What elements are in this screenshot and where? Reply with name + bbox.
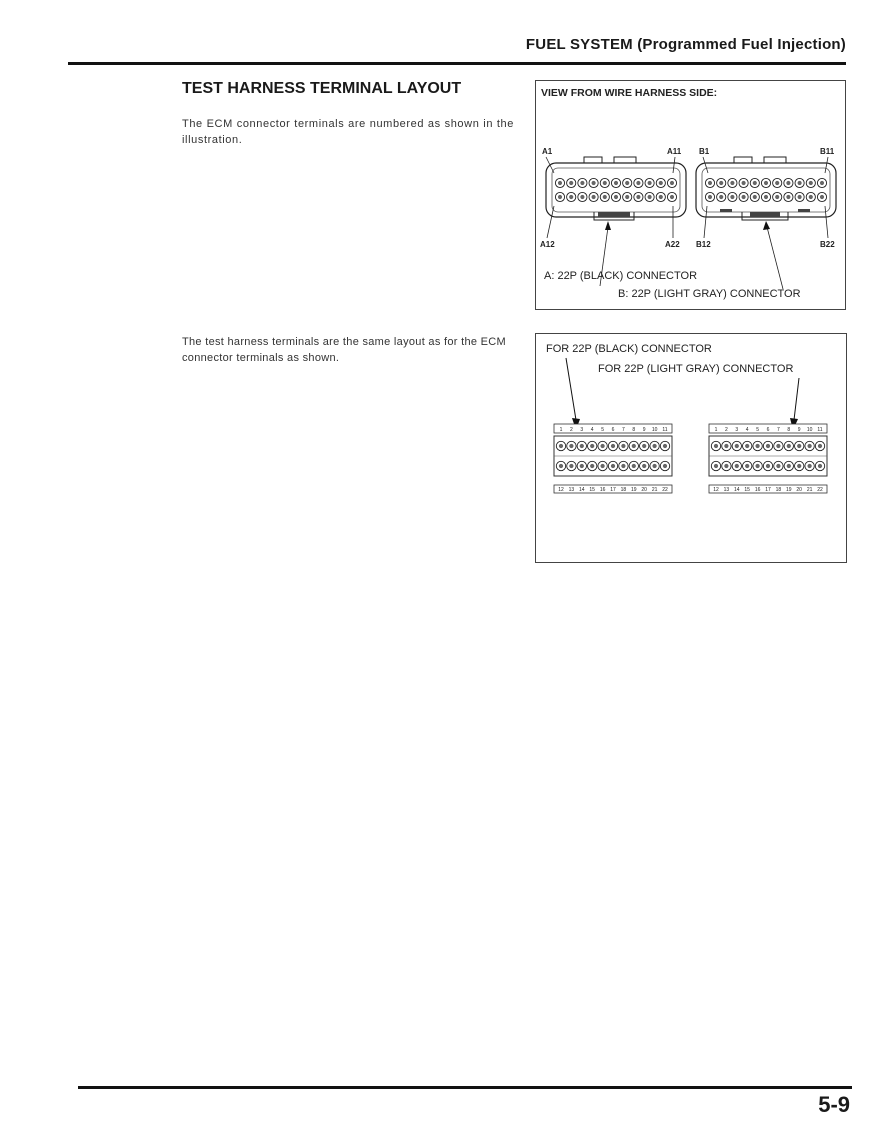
ecm-terminal-contact <box>786 181 790 185</box>
ecm-terminal-contact <box>730 195 734 199</box>
terminal-number: 5 <box>756 427 759 433</box>
terminal-number: 8 <box>632 427 636 433</box>
harness-terminal-contact <box>642 444 646 448</box>
footer-rule <box>78 1086 852 1089</box>
label-b22: B22 <box>820 240 835 249</box>
header-title-main: FUEL SYSTEM <box>525 36 633 53</box>
label-black-connector: FOR 22P (BLACK) CONNECTOR <box>546 343 712 355</box>
ecm-terminal-contact <box>625 195 629 199</box>
ecm-terminal-contact <box>636 181 640 185</box>
terminal-number: 17 <box>765 487 771 493</box>
arrow-a-icon <box>605 221 611 230</box>
harness-terminal-contact <box>807 444 811 448</box>
terminal-number: 18 <box>620 487 627 493</box>
ecm-terminal-contact <box>742 195 746 199</box>
section-heading: TEST HARNESS TERMINAL LAYOUT <box>182 80 462 97</box>
terminal-number: 7 <box>777 427 780 433</box>
harness-terminal-contact <box>632 464 636 468</box>
harness-terminal-contact <box>611 444 615 448</box>
label-a11: A11 <box>667 147 682 156</box>
terminal-number: 13 <box>723 487 730 493</box>
ecm-terminal-contact <box>809 181 813 185</box>
ecm-terminal-contact <box>775 181 779 185</box>
harness-terminal-contact <box>745 464 749 468</box>
ecm-terminal-contact <box>764 195 768 199</box>
terminal-number: 7 <box>622 427 625 433</box>
ecm-terminal-contact <box>659 195 663 199</box>
harness-terminal-contact <box>652 444 656 448</box>
ecm-terminal-contact <box>670 195 674 199</box>
ecm-terminal-contact <box>820 181 824 185</box>
terminal-number: 13 <box>568 487 575 493</box>
terminal-number: 1 <box>714 427 718 433</box>
harness-terminal-contact <box>559 464 563 468</box>
terminal-number: 11 <box>817 427 823 433</box>
ecm-terminal-contact <box>753 181 757 185</box>
ecm-terminal-contact <box>719 181 723 185</box>
terminal-number: 6 <box>766 427 770 433</box>
ecm-terminal-contact <box>558 181 562 185</box>
terminal-number: 4 <box>590 427 594 433</box>
harness-terminal-contact <box>652 464 656 468</box>
terminal-number: 19 <box>631 487 637 493</box>
caption-connector-a: A: 22P (BLACK) CONNECTOR <box>544 270 698 282</box>
test-harness-figure <box>535 333 847 563</box>
view-side-title: VIEW FROM WIRE HARNESS SIDE: <box>541 87 718 99</box>
harness-terminal-contact <box>818 444 822 448</box>
ecm-terminal-contact <box>775 195 779 199</box>
label-b1: B1 <box>699 147 710 156</box>
ecm-terminal-contact <box>614 195 618 199</box>
label-b11: B11 <box>820 147 835 156</box>
ecm-terminal-contact <box>753 195 757 199</box>
harness-terminal-contact <box>724 464 728 468</box>
ecm-terminal-contact <box>708 195 712 199</box>
ecm-terminal-contact <box>603 195 607 199</box>
ecm-terminal-contact <box>569 181 573 185</box>
terminal-number: 20 <box>641 487 647 493</box>
harness-terminal-contact <box>797 444 801 448</box>
terminal-number: 11 <box>662 427 668 433</box>
harness-black <box>554 424 672 493</box>
ecm-connector-diagram <box>536 81 845 309</box>
ecm-terminal-contact <box>809 195 813 199</box>
terminal-number: 15 <box>744 487 750 493</box>
harness-gray <box>709 424 827 493</box>
caption-connector-b: B: 22P (LIGHT GRAY) CONNECTOR <box>618 288 801 300</box>
terminal-number: 22 <box>817 487 823 493</box>
ecm-terminal-contact <box>603 181 607 185</box>
header-rule <box>68 62 846 65</box>
terminal-number: 22 <box>662 487 668 493</box>
ecm-terminal-contact <box>798 195 802 199</box>
harness-terminal-contact <box>600 444 604 448</box>
arrow-b-icon <box>763 221 770 230</box>
terminal-number: 19 <box>786 487 792 493</box>
harness-terminal-contact <box>797 464 801 468</box>
terminal-number: 14 <box>734 487 740 493</box>
harness-terminal-contact <box>787 464 791 468</box>
test-harness-diagram <box>536 334 846 562</box>
ecm-terminal-contact <box>648 195 652 199</box>
harness-terminal-contact <box>580 464 584 468</box>
harness-terminal-contact <box>755 444 759 448</box>
intro-paragraph: The ECM connector terminals are numbered as shown in the illustration. <box>182 118 514 146</box>
harness-terminal-contact <box>632 444 636 448</box>
harness-terminal-contact <box>611 464 615 468</box>
ecm-terminal-contact <box>798 181 802 185</box>
ecm-terminal-contact <box>708 181 712 185</box>
harness-terminal-contact <box>590 444 594 448</box>
ecm-terminal-contact <box>764 181 768 185</box>
terminal-number: 10 <box>651 427 658 433</box>
harness-terminal-contact <box>663 464 667 468</box>
terminal-number: 18 <box>775 487 782 493</box>
harness-terminal-contact <box>569 444 573 448</box>
ecm-terminal-contact <box>719 195 723 199</box>
harness-terminal-contact <box>621 444 625 448</box>
label-a22: A22 <box>665 240 680 249</box>
ecm-terminal-contact <box>742 181 746 185</box>
ecm-terminal-contact <box>730 181 734 185</box>
harness-terminal-contact <box>600 464 604 468</box>
ecm-terminal-contact <box>580 181 584 185</box>
ecm-terminal-contact <box>614 181 618 185</box>
ecm-terminal-contact <box>786 195 790 199</box>
harness-terminal-contact <box>787 444 791 448</box>
ecm-terminal-contact <box>648 181 652 185</box>
harness-terminal-contact <box>621 464 625 468</box>
ecm-terminal-contact <box>592 195 596 199</box>
ecm-terminal-contact <box>558 195 562 199</box>
harness-terminal-contact <box>714 464 718 468</box>
terminal-number: 14 <box>579 487 585 493</box>
terminal-number: 8 <box>787 427 791 433</box>
harness-terminal-contact <box>755 464 759 468</box>
ecm-terminal-contact <box>659 181 663 185</box>
terminal-number: 16 <box>599 487 606 493</box>
harness-terminal-contact <box>724 444 728 448</box>
header-title-subtitle: (Programmed Fuel Injection) <box>637 36 846 53</box>
harness-terminal-contact <box>590 464 594 468</box>
terminal-number: 17 <box>610 487 616 493</box>
terminal-number: 3 <box>580 427 584 433</box>
label-a12: A12 <box>540 240 555 249</box>
ecm-terminal-contact <box>636 195 640 199</box>
ecm-connector-figure <box>535 80 846 310</box>
terminal-number: 15 <box>589 487 595 493</box>
terminal-number: 12 <box>713 487 719 493</box>
terminal-number: 6 <box>611 427 615 433</box>
ecm-terminal-contact <box>592 181 596 185</box>
harness-terminal-contact <box>663 444 667 448</box>
harness-terminal-contact <box>714 444 718 448</box>
terminal-number: 1 <box>559 427 563 433</box>
harness-paragraph: The test harness terminals are the same layout as for the ECM connector terminals as shown. <box>182 336 506 364</box>
terminal-number: 21 <box>806 487 813 493</box>
harness-terminal-contact <box>559 444 563 448</box>
ecm-terminal-contact <box>580 195 584 199</box>
terminal-number: 2 <box>570 427 573 433</box>
ecm-terminal-contact <box>569 195 573 199</box>
harness-terminal-contact <box>818 464 822 468</box>
connector-b <box>696 157 836 220</box>
page-number: 5-9 <box>818 1092 850 1117</box>
harness-terminal-contact <box>776 464 780 468</box>
terminal-number: 10 <box>806 427 813 433</box>
harness-terminal-contact <box>569 464 573 468</box>
terminal-number: 16 <box>754 487 761 493</box>
terminal-number: 12 <box>558 487 564 493</box>
section-header-title <box>470 36 846 53</box>
label-b12: B12 <box>696 240 711 249</box>
harness-terminal-contact <box>766 444 770 448</box>
harness-terminal-contact <box>776 444 780 448</box>
ecm-terminal-contact <box>820 195 824 199</box>
terminal-number: 2 <box>725 427 728 433</box>
terminal-number: 9 <box>797 427 801 433</box>
harness-terminal-contact <box>735 444 739 448</box>
terminal-number: 20 <box>796 487 802 493</box>
terminal-number: 5 <box>601 427 604 433</box>
terminal-number: 9 <box>642 427 646 433</box>
harness-terminal-contact <box>580 444 584 448</box>
harness-terminal-contact <box>766 464 770 468</box>
terminal-number: 21 <box>651 487 658 493</box>
ecm-terminal-contact <box>625 181 629 185</box>
harness-terminal-contact <box>745 444 749 448</box>
harness-terminal-contact <box>642 464 646 468</box>
terminal-number: 4 <box>745 427 749 433</box>
label-gray-connector: FOR 22P (LIGHT GRAY) CONNECTOR <box>598 363 794 375</box>
label-a1: A1 <box>542 147 553 156</box>
harness-terminal-contact <box>807 464 811 468</box>
connector-a <box>546 157 686 220</box>
harness-terminal-contact <box>735 464 739 468</box>
ecm-terminal-contact <box>670 181 674 185</box>
terminal-number: 3 <box>735 427 739 433</box>
